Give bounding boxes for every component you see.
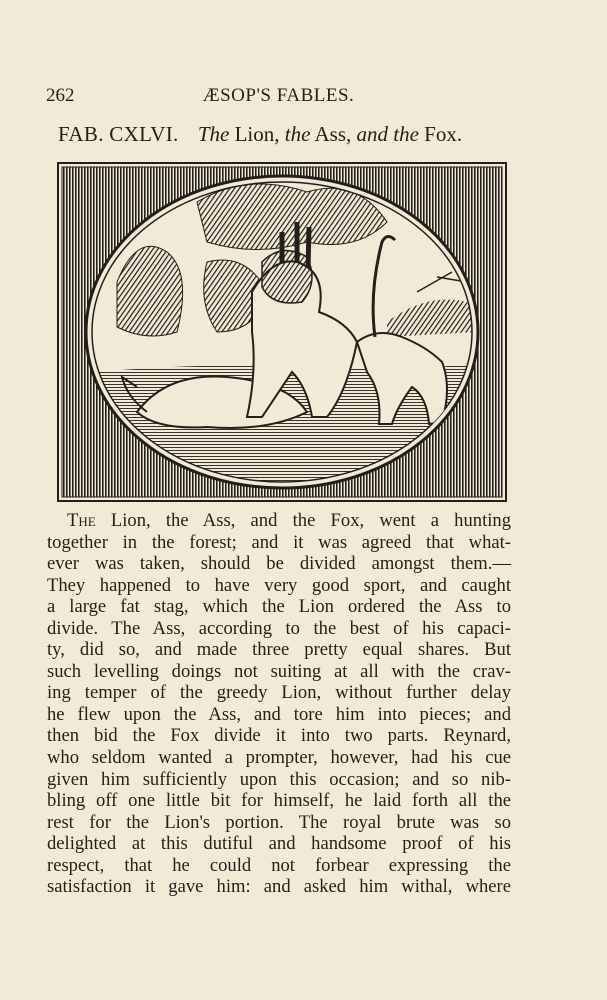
text-line: satisfaction it gave him: and asked him withal, where: [47, 876, 511, 898]
page-header: [46, 85, 511, 111]
text-line: ing temper of the greedy Lion, without further delay: [47, 682, 511, 704]
title-word: the: [393, 122, 419, 146]
page-number: 262: [46, 85, 75, 106]
text-line: bling off one little bit for himself, he laid forth all the: [47, 790, 511, 812]
title-word: Fox.: [424, 122, 463, 146]
title-word: and: [356, 122, 389, 146]
text-line: he flew upon the Ass, and tore him into pieces; and: [47, 703, 511, 725]
text-line: ever was taken, should be divided amongst them.—: [47, 553, 511, 575]
woodcut-illustration: [57, 162, 507, 502]
title-word: Lion,: [234, 122, 280, 146]
text-line: ty, did so, and made three pretty equal shares. But: [47, 639, 511, 661]
text-line: They happened to have very good sport, and caught: [47, 574, 511, 596]
first-word: The: [67, 510, 96, 531]
text-line: given him sufficiently upon this occasion; and so nib-: [47, 768, 511, 790]
text-line: delighted at this dutiful and handsome proof of his: [47, 833, 511, 855]
title-word: The: [197, 122, 230, 146]
fable-number: FAB. CXLVI.: [58, 122, 179, 146]
fable-text: [47, 510, 511, 898]
title-word: Ass,: [314, 122, 352, 146]
text-line-1: [47, 510, 511, 532]
text-line: Lion, the Ass, and the Fox, went a hunting: [95, 510, 511, 531]
text-line: who seldom wanted a prompter, however, had his cue: [47, 747, 511, 769]
text-line: a large fat stag, which the Lion ordered the Ass to: [47, 596, 511, 618]
text-line: respect, that he could not forbear expressing the: [47, 854, 511, 876]
text-line: such levelling doings not suiting at all with the crav-: [47, 660, 511, 682]
fable-heading: [58, 122, 517, 147]
running-title: ÆSOP'S FABLES.: [202, 85, 355, 106]
text-line: rest for the Lion's portion. The royal brute was so: [47, 811, 511, 833]
text-line: together in the forest; and it was agreed that what-: [47, 531, 511, 553]
title-word: the: [284, 122, 311, 146]
text-line: then bid the Fox divide it into two parts. Reynard,: [47, 725, 511, 747]
text-line: divide. The Ass, according to the best of his capaci-: [47, 617, 511, 639]
